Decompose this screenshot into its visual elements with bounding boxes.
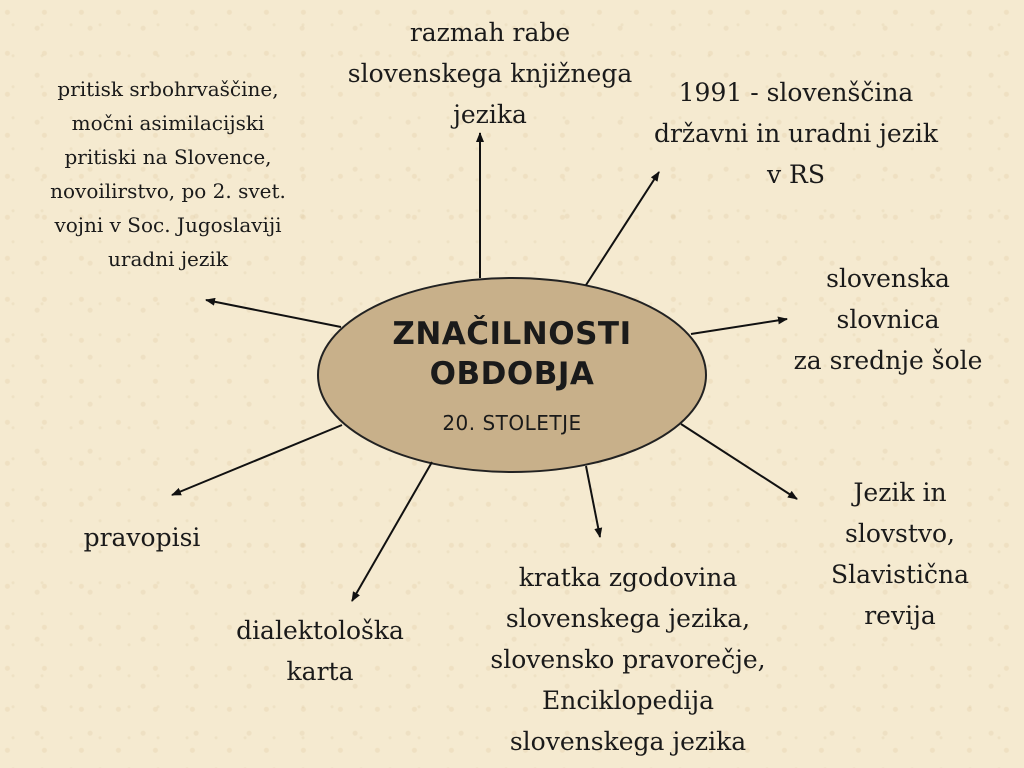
node-line: slovstvo, [845, 519, 955, 548]
node-jezik-in-slovstvo [800, 472, 1000, 636]
node-line: razmah rabe [409, 18, 571, 47]
node-pravopisi [66, 517, 218, 558]
center-title-line: OBDOBJA [429, 356, 595, 392]
node-line: Slavistična [830, 560, 970, 589]
arrow-pravopisi [172, 425, 342, 495]
node-line: Enciklopedija [542, 686, 714, 715]
node-line: slovenska [826, 264, 950, 293]
node-line: jezika [453, 100, 527, 129]
center-title-line: ZNAČILNOSTI [392, 316, 632, 352]
arrow-kratka-zgodovina [586, 466, 600, 537]
node-line: slovenskega jezika [509, 727, 747, 756]
center-topic [318, 278, 706, 472]
node-line: kratka zgodovina [518, 563, 738, 592]
node-pritisk [12, 72, 324, 276]
node-line: pritiski na Slovence, [64, 145, 272, 169]
node-line: revija [864, 601, 936, 630]
node-line: pravopisi [83, 523, 201, 552]
node-line: pritisk srbohrvaščine, [57, 77, 279, 101]
node-line: v RS [766, 160, 826, 189]
node-line: slovenskega knjižnega [347, 59, 633, 88]
node-slovnica [776, 258, 1000, 381]
node-line: karta [286, 657, 354, 686]
center-title [392, 314, 631, 394]
node-line: slovnica [836, 305, 940, 334]
node-line: slovenskega jezika, [505, 604, 751, 633]
node-line: 1991 - slovenščina [678, 78, 914, 107]
node-dialektoloska-karta [216, 610, 424, 692]
node-1991 [636, 72, 956, 195]
node-line: vojni v Soc. Jugoslaviji [54, 213, 282, 237]
node-line: močni asimilacijski [71, 111, 265, 135]
node-line: za srednje šole [793, 346, 983, 375]
node-line: dialektološka [236, 616, 404, 645]
node-line: novoilirstvo, po 2. svet. [50, 179, 286, 203]
node-razmah-rabe [330, 12, 650, 135]
node-line: državni in uradni jezik [653, 119, 939, 148]
node-line: slovensko pravorečje, [490, 645, 766, 674]
center-subtitle: 20. STOLETJE [442, 411, 582, 435]
arrow-dialektoloska-karta [352, 462, 432, 601]
node-kratka-zgodovina [468, 557, 788, 762]
node-line: Jezik in [853, 478, 947, 507]
node-line: uradni jezik [108, 247, 228, 271]
